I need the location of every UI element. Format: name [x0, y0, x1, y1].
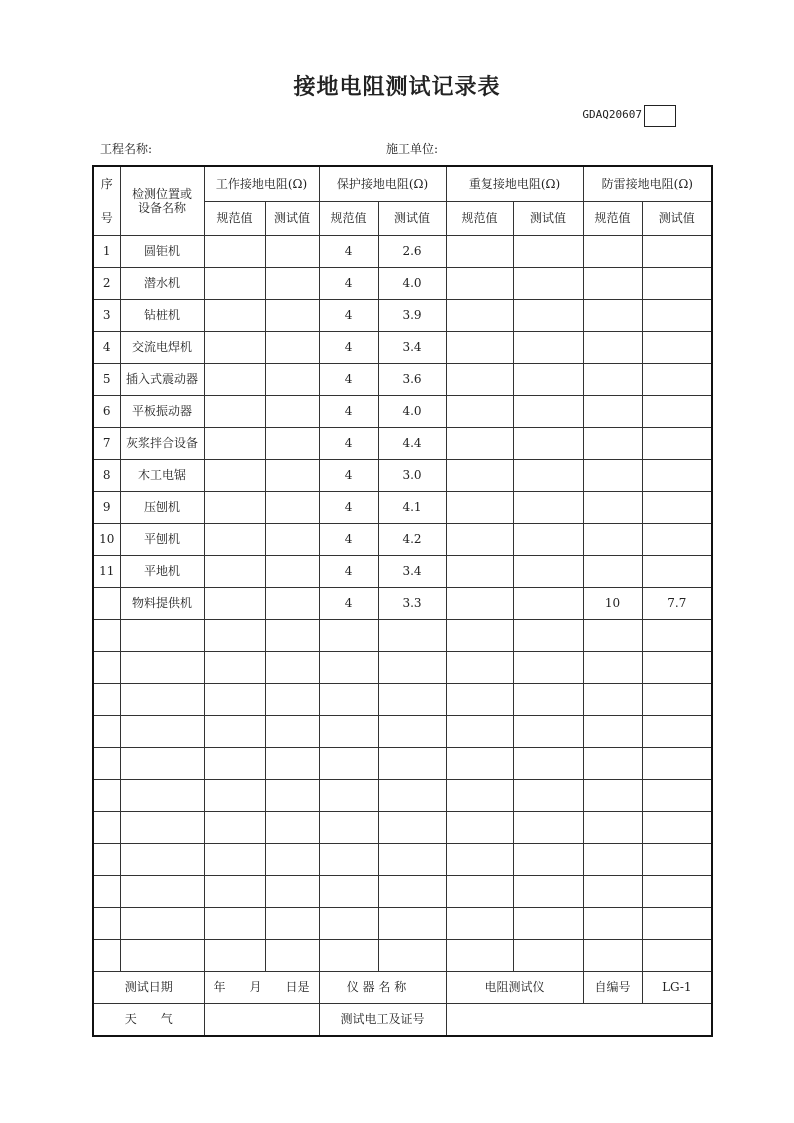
lightning-std-cell[interactable]: [583, 844, 642, 876]
row-seq-cell[interactable]: [93, 684, 120, 716]
lightning-std-cell[interactable]: [583, 684, 642, 716]
table-row: [93, 300, 712, 332]
repeat-std-cell[interactable]: [446, 812, 513, 844]
row-name-cell[interactable]: [120, 908, 204, 940]
lightning-std-cell[interactable]: [583, 428, 642, 460]
row-name-cell[interactable]: [120, 620, 204, 652]
lightning-test-cell[interactable]: [642, 556, 712, 588]
work-test-cell[interactable]: [265, 556, 319, 588]
row-seq-cell[interactable]: 4: [93, 332, 120, 364]
self-no-label: 自编号: [583, 972, 642, 1004]
work-std-header: 规范值: [204, 201, 265, 236]
grounding-resistance-table: [92, 165, 713, 1037]
work-test-cell[interactable]: [265, 460, 319, 492]
lightning-std-cell[interactable]: [583, 396, 642, 428]
lightning-std-cell[interactable]: [583, 268, 642, 300]
month-label: 月: [249, 980, 262, 995]
protect-test-cell[interactable]: 4.1: [378, 492, 446, 524]
repeat-std-cell[interactable]: [446, 492, 513, 524]
row-name-cell[interactable]: 交流电焊机: [120, 332, 204, 364]
row-seq-cell[interactable]: 10: [93, 524, 120, 556]
repeat-test-cell[interactable]: [513, 524, 583, 556]
repeat-test-cell[interactable]: [513, 748, 583, 780]
protect-test-cell[interactable]: 4.4: [378, 428, 446, 460]
work-test-cell[interactable]: [265, 780, 319, 812]
repeat-test-cell[interactable]: [513, 428, 583, 460]
row-seq-cell[interactable]: 1: [93, 236, 120, 268]
table-row: [93, 428, 712, 460]
lightning-ground-header: 防雷接地电阻(Ω): [583, 166, 712, 201]
page-title: 接地电阻测试记录表: [293, 75, 501, 100]
row-seq-cell[interactable]: [93, 908, 120, 940]
table-row: [93, 524, 712, 556]
protect-std-cell[interactable]: 4: [319, 332, 378, 364]
work-std-cell[interactable]: [204, 716, 265, 748]
work-test-cell[interactable]: [265, 236, 319, 268]
lightning-std-cell[interactable]: [583, 748, 642, 780]
protect-std-cell[interactable]: [319, 876, 378, 908]
lightning-std-cell[interactable]: [583, 716, 642, 748]
table-row: [93, 588, 712, 620]
instrument-label: 仪 器 名 称: [319, 972, 446, 1004]
protect-std-header: 规范值: [319, 201, 378, 236]
repeat-test-cell[interactable]: [513, 396, 583, 428]
protect-test-cell[interactable]: [378, 812, 446, 844]
row-name-cell[interactable]: 插入式震动器: [120, 364, 204, 396]
protect-test-cell[interactable]: 3.9: [378, 300, 446, 332]
protect-test-cell[interactable]: 3.6: [378, 364, 446, 396]
work-test-cell[interactable]: [265, 428, 319, 460]
repeat-std-cell[interactable]: [446, 524, 513, 556]
table-row: [93, 236, 712, 268]
lightning-std-header: 规范值: [583, 201, 642, 236]
repeat-test-cell[interactable]: [513, 588, 583, 620]
work-test-cell[interactable]: [265, 684, 319, 716]
lightning-std-cell[interactable]: 10: [583, 588, 642, 620]
location-header: 检测位置或 设备名称: [120, 166, 204, 236]
lightning-test-cell[interactable]: [642, 652, 712, 684]
work-std-cell[interactable]: [204, 908, 265, 940]
protect-std-cell[interactable]: 4: [319, 428, 378, 460]
repeat-std-cell[interactable]: [446, 300, 513, 332]
work-std-cell[interactable]: [204, 396, 265, 428]
lightning-test-cell[interactable]: [642, 300, 712, 332]
work-std-cell[interactable]: [204, 812, 265, 844]
table-row: [93, 556, 712, 588]
lightning-std-cell[interactable]: [583, 236, 642, 268]
footer-row-date: [93, 972, 712, 1004]
work-std-cell[interactable]: [204, 652, 265, 684]
lightning-test-cell[interactable]: [642, 396, 712, 428]
repeat-test-cell[interactable]: [513, 556, 583, 588]
row-name-cell[interactable]: 平刨机: [120, 524, 204, 556]
protect-std-cell[interactable]: 4: [319, 268, 378, 300]
row-name-cell[interactable]: [120, 748, 204, 780]
row-seq-cell[interactable]: [93, 748, 120, 780]
lightning-test-cell[interactable]: [642, 236, 712, 268]
table-row-empty: [93, 620, 712, 652]
row-seq-cell[interactable]: 7: [93, 428, 120, 460]
protect-test-cell[interactable]: 4.2: [378, 524, 446, 556]
row-name-cell[interactable]: [120, 844, 204, 876]
table-row-empty: [93, 908, 712, 940]
lightning-test-cell[interactable]: [642, 428, 712, 460]
protect-std-cell[interactable]: 4: [319, 236, 378, 268]
lightning-test-cell[interactable]: [642, 620, 712, 652]
protect-test-cell[interactable]: [378, 876, 446, 908]
lightning-std-cell[interactable]: [583, 460, 642, 492]
repeat-std-cell[interactable]: [446, 460, 513, 492]
protect-std-cell[interactable]: [319, 780, 378, 812]
repeat-std-cell[interactable]: [446, 364, 513, 396]
row-name-cell[interactable]: [120, 684, 204, 716]
weather-value[interactable]: [204, 1004, 319, 1037]
repeat-std-cell[interactable]: [446, 780, 513, 812]
row-name-cell[interactable]: [120, 780, 204, 812]
lightning-test-cell[interactable]: [642, 524, 712, 556]
work-test-cell[interactable]: [265, 396, 319, 428]
repeat-std-cell[interactable]: [446, 588, 513, 620]
seq-header-bottom: 号: [100, 211, 113, 225]
table-row-empty: [93, 780, 712, 812]
work-std-cell[interactable]: [204, 236, 265, 268]
repeat-test-cell[interactable]: [513, 876, 583, 908]
form-code-suffix-box[interactable]: [644, 105, 676, 127]
construction-unit-label: 施工单位:: [386, 142, 439, 156]
protect-std-cell[interactable]: [319, 908, 378, 940]
lightning-test-cell[interactable]: [642, 460, 712, 492]
row-seq-cell[interactable]: [93, 716, 120, 748]
work-std-cell[interactable]: [204, 268, 265, 300]
row-name-cell[interactable]: [120, 716, 204, 748]
table-row: [93, 332, 712, 364]
protect-std-cell[interactable]: [319, 748, 378, 780]
row-name-cell[interactable]: 物料提供机: [120, 588, 204, 620]
protect-test-cell[interactable]: [378, 652, 446, 684]
work-std-cell[interactable]: [204, 556, 265, 588]
protect-std-cell[interactable]: [319, 684, 378, 716]
protect-std-cell[interactable]: [319, 652, 378, 684]
protect-std-cell[interactable]: 4: [319, 588, 378, 620]
work-std-cell[interactable]: [204, 844, 265, 876]
table-row: [93, 364, 712, 396]
repeat-test-cell[interactable]: [513, 332, 583, 364]
row-seq-cell[interactable]: [93, 588, 120, 620]
project-name-label: 工程名称:: [100, 142, 153, 156]
table-row-empty: [93, 844, 712, 876]
lightning-test-cell[interactable]: [642, 332, 712, 364]
lightning-test-cell[interactable]: 7.7: [642, 588, 712, 620]
repeat-std-cell[interactable]: [446, 652, 513, 684]
protect-test-cell[interactable]: 3.0: [378, 460, 446, 492]
repeat-test-cell[interactable]: [513, 940, 583, 972]
table-row-empty: [93, 876, 712, 908]
work-std-cell[interactable]: [204, 492, 265, 524]
work-test-header: 测试值: [265, 201, 319, 236]
table-row: [93, 460, 712, 492]
work-test-cell[interactable]: [265, 876, 319, 908]
protect-test-cell[interactable]: [378, 748, 446, 780]
lightning-test-cell[interactable]: [642, 364, 712, 396]
repeat-std-cell[interactable]: [446, 332, 513, 364]
work-std-cell[interactable]: [204, 460, 265, 492]
work-test-cell[interactable]: [265, 268, 319, 300]
protect-test-cell[interactable]: [378, 620, 446, 652]
work-std-cell[interactable]: [204, 300, 265, 332]
row-seq-cell[interactable]: [93, 780, 120, 812]
table-row-empty: [93, 812, 712, 844]
repeat-std-cell[interactable]: [446, 684, 513, 716]
lightning-test-cell[interactable]: [642, 844, 712, 876]
repeat-std-cell[interactable]: [446, 940, 513, 972]
work-test-cell[interactable]: [265, 748, 319, 780]
row-name-cell[interactable]: 压刨机: [120, 492, 204, 524]
protect-test-cell[interactable]: [378, 940, 446, 972]
work-test-cell[interactable]: [265, 844, 319, 876]
work-test-cell[interactable]: [265, 940, 319, 972]
work-std-cell[interactable]: [204, 684, 265, 716]
lightning-std-cell[interactable]: [583, 812, 642, 844]
work-test-cell[interactable]: [265, 588, 319, 620]
row-seq-cell[interactable]: 3: [93, 300, 120, 332]
row-seq-cell[interactable]: [93, 844, 120, 876]
repeat-std-cell[interactable]: [446, 876, 513, 908]
repeat-std-cell[interactable]: [446, 268, 513, 300]
work-test-cell[interactable]: [265, 364, 319, 396]
lightning-std-cell[interactable]: [583, 332, 642, 364]
repeat-test-cell[interactable]: [513, 844, 583, 876]
repeat-std-cell[interactable]: [446, 236, 513, 268]
protect-std-cell[interactable]: 4: [319, 300, 378, 332]
table-row: [93, 268, 712, 300]
repeat-test-cell[interactable]: [513, 236, 583, 268]
lightning-test-cell[interactable]: [642, 748, 712, 780]
lightning-std-cell[interactable]: [583, 940, 642, 972]
work-test-cell[interactable]: [265, 908, 319, 940]
instrument-value[interactable]: 电阻测试仪: [446, 972, 583, 1004]
repeat-test-cell[interactable]: [513, 492, 583, 524]
row-name-cell[interactable]: 圆钜机: [120, 236, 204, 268]
lightning-test-cell[interactable]: [642, 716, 712, 748]
repeat-std-cell[interactable]: [446, 748, 513, 780]
repeat-std-cell[interactable]: [446, 844, 513, 876]
repeat-test-cell[interactable]: [513, 908, 583, 940]
protect-test-cell[interactable]: [378, 780, 446, 812]
protect-test-cell[interactable]: 3.3: [378, 588, 446, 620]
work-std-cell[interactable]: [204, 780, 265, 812]
table-row-empty: [93, 940, 712, 972]
protect-test-cell[interactable]: 3.4: [378, 332, 446, 364]
row-name-cell[interactable]: [120, 940, 204, 972]
seq-header-top: 序: [100, 177, 113, 191]
work-std-cell[interactable]: [204, 940, 265, 972]
repeat-test-cell[interactable]: [513, 652, 583, 684]
row-seq-cell[interactable]: 5: [93, 364, 120, 396]
protect-std-cell[interactable]: [319, 844, 378, 876]
lightning-test-cell[interactable]: [642, 876, 712, 908]
lightning-std-cell[interactable]: [583, 300, 642, 332]
table-row: [93, 396, 712, 428]
form-code: GDAQ20607: [582, 108, 642, 121]
repeat-test-cell[interactable]: [513, 812, 583, 844]
row-seq-cell[interactable]: [93, 940, 120, 972]
repeat-test-cell[interactable]: [513, 460, 583, 492]
row-name-cell[interactable]: 木工电锯: [120, 460, 204, 492]
work-std-cell[interactable]: [204, 428, 265, 460]
protect-test-cell[interactable]: 3.4: [378, 556, 446, 588]
protect-test-cell[interactable]: 2.6: [378, 236, 446, 268]
repeat-std-cell[interactable]: [446, 428, 513, 460]
work-std-cell[interactable]: [204, 588, 265, 620]
repeat-test-cell[interactable]: [513, 300, 583, 332]
year-label: 年: [213, 980, 226, 995]
lightning-test-cell[interactable]: [642, 812, 712, 844]
row-name-cell[interactable]: 钻桩机: [120, 300, 204, 332]
protect-test-cell[interactable]: [378, 684, 446, 716]
protect-test-cell[interactable]: [378, 908, 446, 940]
lightning-test-cell[interactable]: [642, 940, 712, 972]
row-seq-cell[interactable]: 2: [93, 268, 120, 300]
table-row-empty: [93, 748, 712, 780]
lightning-std-cell[interactable]: [583, 524, 642, 556]
protect-ground-header: 保护接地电阻(Ω): [319, 166, 446, 201]
protect-std-cell[interactable]: [319, 716, 378, 748]
work-test-cell[interactable]: [265, 652, 319, 684]
repeat-test-cell[interactable]: [513, 268, 583, 300]
footer-row-weather: [93, 1004, 712, 1037]
work-test-cell[interactable]: [265, 492, 319, 524]
repeat-std-cell[interactable]: [446, 556, 513, 588]
lightning-test-cell[interactable]: [642, 780, 712, 812]
repeat-test-cell[interactable]: [513, 780, 583, 812]
work-std-cell[interactable]: [204, 364, 265, 396]
repeat-std-header: 规范值: [446, 201, 513, 236]
row-name-cell[interactable]: [120, 652, 204, 684]
repeat-test-cell[interactable]: [513, 364, 583, 396]
work-test-cell[interactable]: [265, 812, 319, 844]
lightning-test-cell[interactable]: [642, 684, 712, 716]
row-name-cell[interactable]: 平地机: [120, 556, 204, 588]
protect-test-cell[interactable]: [378, 844, 446, 876]
work-test-cell[interactable]: [265, 300, 319, 332]
table-row-empty: [93, 716, 712, 748]
repeat-test-header: 测试值: [513, 201, 583, 236]
lightning-test-cell[interactable]: [642, 908, 712, 940]
protect-test-cell[interactable]: 4.0: [378, 396, 446, 428]
lightning-std-cell[interactable]: [583, 780, 642, 812]
protect-std-cell[interactable]: [319, 620, 378, 652]
work-std-cell[interactable]: [204, 620, 265, 652]
row-seq-cell[interactable]: [93, 652, 120, 684]
repeat-test-cell[interactable]: [513, 620, 583, 652]
test-date-field[interactable]: [204, 972, 319, 1004]
protect-std-cell[interactable]: [319, 812, 378, 844]
self-no-value[interactable]: LG-1: [642, 972, 712, 1004]
table-row-empty: [93, 652, 712, 684]
repeat-test-cell[interactable]: [513, 684, 583, 716]
weather-label: 天 气: [93, 1004, 204, 1037]
work-test-cell[interactable]: [265, 716, 319, 748]
row-name-cell[interactable]: [120, 876, 204, 908]
lightning-std-cell[interactable]: [583, 492, 642, 524]
repeat-ground-header: 重复接地电阻(Ω): [446, 166, 583, 201]
row-name-cell[interactable]: 潜水机: [120, 268, 204, 300]
row-seq-cell[interactable]: 8: [93, 460, 120, 492]
test-date-label: 测试日期: [93, 972, 204, 1004]
lightning-test-header: 测试值: [642, 201, 712, 236]
row-name-cell[interactable]: 灰浆拌合设备: [120, 428, 204, 460]
row-seq-cell[interactable]: 11: [93, 556, 120, 588]
repeat-std-cell[interactable]: [446, 908, 513, 940]
lightning-std-cell[interactable]: [583, 908, 642, 940]
repeat-std-cell[interactable]: [446, 396, 513, 428]
row-seq-cell[interactable]: [93, 812, 120, 844]
work-test-cell[interactable]: [265, 332, 319, 364]
row-seq-cell[interactable]: 9: [93, 492, 120, 524]
protect-test-header: 测试值: [378, 201, 446, 236]
work-std-cell[interactable]: [204, 332, 265, 364]
table-row-empty: [93, 684, 712, 716]
work-test-cell[interactable]: [265, 524, 319, 556]
lightning-std-cell[interactable]: [583, 556, 642, 588]
row-name-cell[interactable]: [120, 812, 204, 844]
lightning-std-cell[interactable]: [583, 876, 642, 908]
lightning-std-cell[interactable]: [583, 364, 642, 396]
work-ground-header: 工作接地电阻(Ω): [204, 166, 319, 201]
work-test-cell[interactable]: [265, 620, 319, 652]
row-name-cell[interactable]: 平板振动器: [120, 396, 204, 428]
lightning-test-cell[interactable]: [642, 492, 712, 524]
row-seq-cell[interactable]: 6: [93, 396, 120, 428]
repeat-std-cell[interactable]: [446, 620, 513, 652]
row-seq-cell[interactable]: [93, 876, 120, 908]
electrician-value[interactable]: [446, 1004, 712, 1037]
electrician-label: 测试电工及证号: [319, 1004, 446, 1037]
lightning-test-cell[interactable]: [642, 268, 712, 300]
repeat-std-cell[interactable]: [446, 716, 513, 748]
seq-header: [93, 166, 120, 236]
lightning-std-cell[interactable]: [583, 620, 642, 652]
protect-std-cell[interactable]: 4: [319, 556, 378, 588]
lightning-std-cell[interactable]: [583, 652, 642, 684]
work-std-cell[interactable]: [204, 524, 265, 556]
repeat-test-cell[interactable]: [513, 716, 583, 748]
header-row-groups: [93, 166, 712, 201]
table-row: [93, 492, 712, 524]
work-std-cell[interactable]: [204, 748, 265, 780]
row-seq-cell[interactable]: [93, 620, 120, 652]
protect-std-cell[interactable]: 4: [319, 460, 378, 492]
protect-test-cell[interactable]: 4.0: [378, 268, 446, 300]
protect-std-cell[interactable]: 4: [319, 396, 378, 428]
protect-std-cell[interactable]: [319, 940, 378, 972]
protect-std-cell[interactable]: 4: [319, 364, 378, 396]
protect-std-cell[interactable]: 4: [319, 492, 378, 524]
protect-std-cell[interactable]: 4: [319, 524, 378, 556]
day-label: 日是: [285, 980, 310, 995]
work-std-cell[interactable]: [204, 876, 265, 908]
protect-test-cell[interactable]: [378, 716, 446, 748]
